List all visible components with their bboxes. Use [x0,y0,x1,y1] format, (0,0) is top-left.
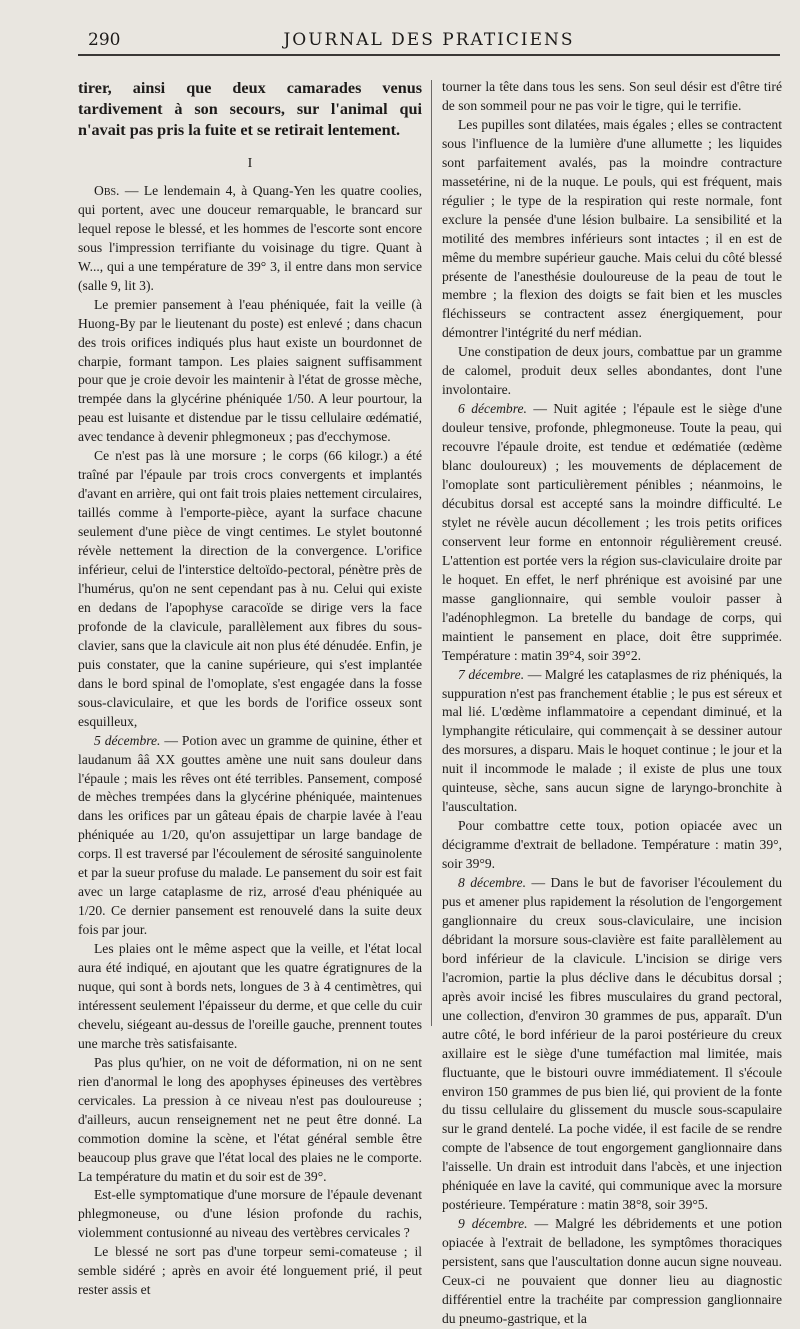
page-number: 290 [88,30,121,50]
paragraph: Les pupilles sont dilatées, mais égales ; elles se contractent sous l'influence de la lumière d'une allumette ; les liquides sont parfaitement avalés, pas la moindre contracture massetérine, ni de la nuque. Le pouls, qui est fréquent, mais régulier ; le type de la respiration qui reste normale, font exclure la pensée d'une lésion bulbaire. La sensibilité et la motilité des membres inférieurs sont intactes ; il en est de même du membre supérieur gauche. Mais celui du côté blessé présente de l'anesthésie douloureuse de la peau de tout le membre ; la flexion des doigts se fait bien et les muscles fléchisseurs se contractent assez énergiquement, pour démontrer l'intégrité du nerf médian. [442,116,782,341]
journal-title: JOURNAL DES PRATICIENS [283,30,575,50]
right-column [442,78,782,1326]
paragraph: Une constipation de deux jours, combattue par un gramme de calomel, produit deux selles abondantes, dont l'une involontaire. [442,344,782,398]
paragraph: 6 décembre. — Nuit agitée ; l'épaule est le siège d'une douleur tensive, profonde, phlegmoneuse. Toute la peau, qui recouvre l'épaule droite, est tendue et œdématiée (œdème blanc douloureux) ; les mouvements de déplacement de l'omoplate sont particulièrement pénibles ; néanmoins, le décubitus dorsal est accepté sans la moindre difficulté. Le stylet ne révèle aucun décollement ; les trois petits orifices conservent leur forme en entonnoir régulièrement creusé. L'attention est portée vers la région sus-claviculaire droite par le hoquet. En effet, le nerf phrénique est avoisiné par une masse ganglionnaire, qui semble vouloir passer à l'adénophlegmon. La bretelle du bandage de corps, qui maintient le pansement en place, doit être supprimée. Température : matin 39°4, soir 39°2. [442,401,782,663]
paragraph: Le premier pansement à l'eau phéniquée, fait la veille (à Huong-By par le lieutenant du poste) est enlevé ; dans chacun des trois orifices indiqués plus haut existe un bourdonnet de charpie, formant tampon. Les plaies saignent suffisamment pour que je croie devoir les maintenir à l'état de grosse mèche, trempée dans la glycérine phéniquée 1/50. A leur pourtour, la peau est luisante et distendue par le tissu cellulaire œdématié, avec tendance à devenir phlegmoneux ; pas d'ecchymose. [78,296,422,445]
page-header [78,24,780,56]
date-label: 8 décembre. [458,875,526,891]
paragraph: 7 décembre. — Malgré les cataplasmes de riz phéniqués, la suppuration n'est pas franchement établie ; le pus est séreux et mal lié. L'œdème inflammatoire a cependant diminué, et la lymphangite réticulaire, qui commençait à se dessiner autour des morsures, a disparu. Mais le hoquet continue ; le jour et la nuit il incommode le malade ; il existe de plus une toux quinteuse, sèche, sans aucun signe de laryngo-bronchite à l'auscultation. [442,666,782,815]
paragraph: tourner la tête dans tous les sens. Son seul désir est d'être tiré de son sommeil pour ne pas voir le tigre, qui le terrifie. [442,79,782,113]
left-column [78,78,422,1298]
paragraph: Est-elle symptomatique d'une morsure de l'épaule devenant phlegmoneuse, ou d'une lésion profonde du rachis, violemment contusionné au niveau des vertèbres cervicales ? [78,1187,422,1241]
paragraph: 5 décembre. — Potion avec un gramme de quinine, éther et laudanum ââ XX gouttes amène une nuit sans douleur dans l'épaule ; mais les rêves ont été terribles. Pansement, composé de mèches trempées dans la glycérine phéniquée, maintenues dans les orifices par un gâteau épais de charpie lavée à l'eau phéniquée au 1/20, qu'on assujettipar un large bandage de corps. Il est traversé par l'écoulement de sérosité sanguinolente et par la sueur profuse du malade. Le pansement du soir est fait avec un large cataplasme de riz, arrosé d'eau phéniquée au 1/20. Ce dernier pansement est renouvelé dans la suite deux fois par jour. [78,732,422,938]
section-number: I [247,156,253,171]
paragraph: Pour combattre cette toux, potion opiacée avec un décigramme d'extrait de belladone. Température : matin 39°, soir 39°9. [442,818,782,872]
paragraph: 8 décembre. — Dans le but de favoriser l'écoulement du pus et amener plus rapidement la résolution de l'engorgement ganglionnaire du creux sous-claviculaire, une incision débridant la morsure sous-clavière est faite parallèlement au bord inférieur de la clavicule. L'incision se dirige vers l'acromion, partie la plus déclive dans le décubitus dorsal ; après avoir incisé les fibres musculaires du grand pectoral, une collection, d'environ 30 grammes de pus, apparaît. D'un autre côté, le bord inférieur de la paroi postérieure du creux axillaire est le siège d'une tuméfaction mal limitée, mais fluctuante, que le bistouri ouvre immédiatement. Il s'écoule environ 150 grammes de pus bien lié, qui provient de la fonte du tissu cellulaire du glissement du muscle sous-scapulaire sur le grand dentelé. La poche vidée, il est facile de se rendre compte de l'absence de tout engorgement ganglionnaire dans l'aisselle. Un drain est introduit dans l'abcès, et une injection phéniquée en lave la cavité, qui communique avec la morsure postérieure. Température : matin 38°8, soir 39°5. [442,875,782,1213]
paragraph: Obs. — Le lendemain 4, à Quang-Yen les quatre coolies, qui portent, avec une douceur remarquable, le brancard sur lequel repose le blessé, et les hommes de l'escorte sont encore sous l'impression terrifiante du voisinage du tigre. Quant à W..., qui a une température de 39° 3, il entre dans mon service (salle 9, lit 3). [78,182,422,293]
date-label: 6 décembre. [458,401,527,417]
paragraph: 9 décembre. — Malgré les débridements et une potion opiacée à l'extrait de belladone, les symptômes thoraciques persistent, sans que l'auscultation donne aucun signe nouveau. Ceux-ci ne pouvaient que donner lieu au diagnostic différentiel entre la trachéite par compression ganglionnaire du pneumo-gastrique, et la [442,1216,782,1326]
date-label: 9 décembre. [458,1216,528,1232]
column-divider [431,80,432,1026]
paragraph: Pas plus qu'hier, on ne voit de déformation, ni on ne sent rien d'anormal le long des apophyses épineuses des vertèbres cervicales. La pression à ce niveau n'est pas douloureuse ; d'ailleurs, aucun renseignement net ne peut être donné. La commotion domine la scène, et l'état général semble être beaucoup plus grave que l'état local des plaies ne le comporte. La température du matin et du soir est de 39°. [78,1054,422,1184]
obs-label: Obs. [94,182,120,198]
lead-paragraph: tirer, ainsi que deux camarades venus tardivement à son secours, sur l'animal qui n'avait pas pris la fuite et se retirait lentement. [78,79,422,139]
paragraph: Le blessé ne sort pas d'une torpeur semi-comateuse ; il semble sidéré ; après en avoir été longuement prié, il peut rester assis et [78,1244,422,1298]
date-label: 7 décembre. [458,666,525,682]
paragraph: Les plaies ont le même aspect que la veille, et l'état local aura été indiqué, en ajoutant que les quatre égratignures de la nuque, qui sont à bords nets, longues de 3 à 4 centimètres, qui intéressent seulement l'épaisseur du derme, et que celle du cuir chevelu, siégeant au-dessus de l'oreille gauche, prennent toutes une marche très satisfaisante. [78,941,422,1051]
paragraph: Ce n'est pas là une morsure ; le corps (66 kilogr.) a été traîné par l'épaule par trois crocs convergents et implantés d'avant en arrière, qui ont fait trois plaies nettement circulaires, taillés comme à l'emporte-pièce, ayant la surface chacune seulement d'une pièce de vingt centimes. Le stylet boutonné révèle nettement la direction de la convergence. L'orifice inférieur, celui de l'interstice deltoïdo-pectoral, pénètre près de l'humérus, qu'on ne sent cependant pas à nu. Celui qui existe en dedans de l'apophyse caracoïde se dirige vers la face profonde de la clavicule, parallèlement aux fibres du sous-clavier, sans que la clavicule ait non plus été dénudée. Enfin, je puis constater, que la canine supérieure, qui s'est implantée dans le bord spinal de l'omoplate, s'est engagée dans la fosse sous-claviculaire, et que les bords de l'orifice osseux sont esquilleux, [78,448,422,729]
date-label: 5 décembre. [94,732,161,748]
